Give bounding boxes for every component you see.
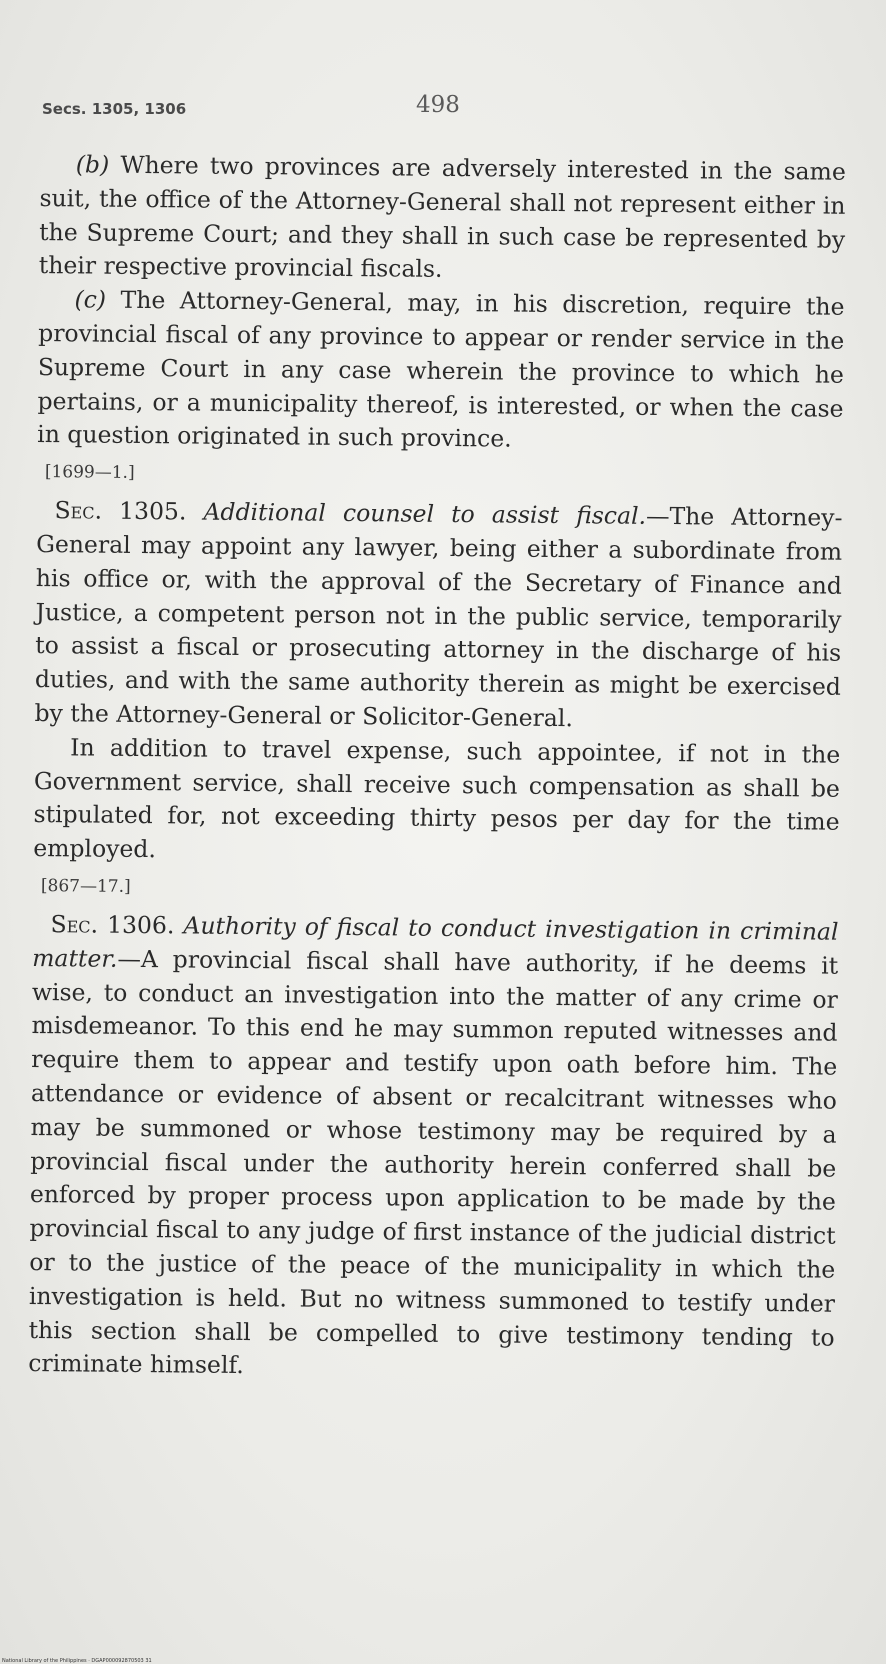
paragraph-c-text: The Attorney-General, may, in his discretion, require the provincial fiscal of any province to appear or render service in the Supreme Court in any case wherein the province to which he pertains, or a municipality thereof, is interested, or when the case in question originated in such province. (37, 285, 845, 453)
section-range: Secs. 1305, 1306 (42, 100, 187, 118)
page-body (28, 148, 846, 1389)
citation-1305: [1699—1.] (44, 462, 135, 484)
section-1305-title: Additional counsel to assist fiscal. (203, 497, 647, 531)
scan-footer: National Library of the Philippines · DGAP000092870503 31 (2, 1658, 152, 1664)
section-1305-text: —The Attorney-General may appoint any lawyer, being either a subordinate from his office or, with the approval of the Secretary of Finance and Justice, a competent person not in the public service, temporarily to assist a fiscal or prosecuting attorney in the discharge of his duties, and with the same authority therein as might be exercised by the Attorney-General or Solicitor-General. (34, 502, 843, 733)
section-1306-label: Sec. 1306. (50, 910, 175, 940)
section-1306 (28, 908, 839, 1389)
section-1305-paragraph-2: In addition to travel expense, such appointee, if not in the Government service, shall receive such compensation as shall be stipulated for, not exceeding thirty pesos per day for the time employed. (33, 733, 841, 864)
paragraph-b (39, 148, 846, 291)
paragraph-c (37, 283, 845, 460)
paragraph-c-marker: (c) (74, 285, 107, 314)
section-1305-label: Sec. 1305. (54, 496, 187, 526)
page-header (40, 92, 840, 128)
section-1305 (34, 494, 842, 738)
page-number: 498 (416, 92, 460, 118)
section-1306-text: —A provincial fiscal shall have authority, if he deems it wise, to conduct an investigation into the matter of any crime or misdemeanor. To this end he may summon reputed witnesses and require them to appear and testify upon oath before him. The attendance or evidence of absent or recalcitrant witnesses who may be summoned or whose testimony may be required by a provincial fiscal under the authority herein conferred shall be enforced by proper process upon application to be made by the provincial fiscal to any judge of first instance of the judicial district or to the justice of the peace of the municipality in which the investigation is held. But no witness summoned to testify under this section shall be compelled to give testimony tending to criminate himself. (28, 944, 839, 1380)
section-1306-title: Authority of fiscal to conduct investigation in criminal matter. (32, 911, 839, 973)
paragraph-b-text: Where two provinces are adversely interested in the same suit, the office of the Attorney-General shall not represent either in the Supreme Court; and they shall in such case be represented by their respective provincial fiscals. (38, 150, 846, 284)
citation-1306: [867—17.] (40, 875, 131, 897)
paragraph-b-marker: (b) (75, 150, 110, 179)
